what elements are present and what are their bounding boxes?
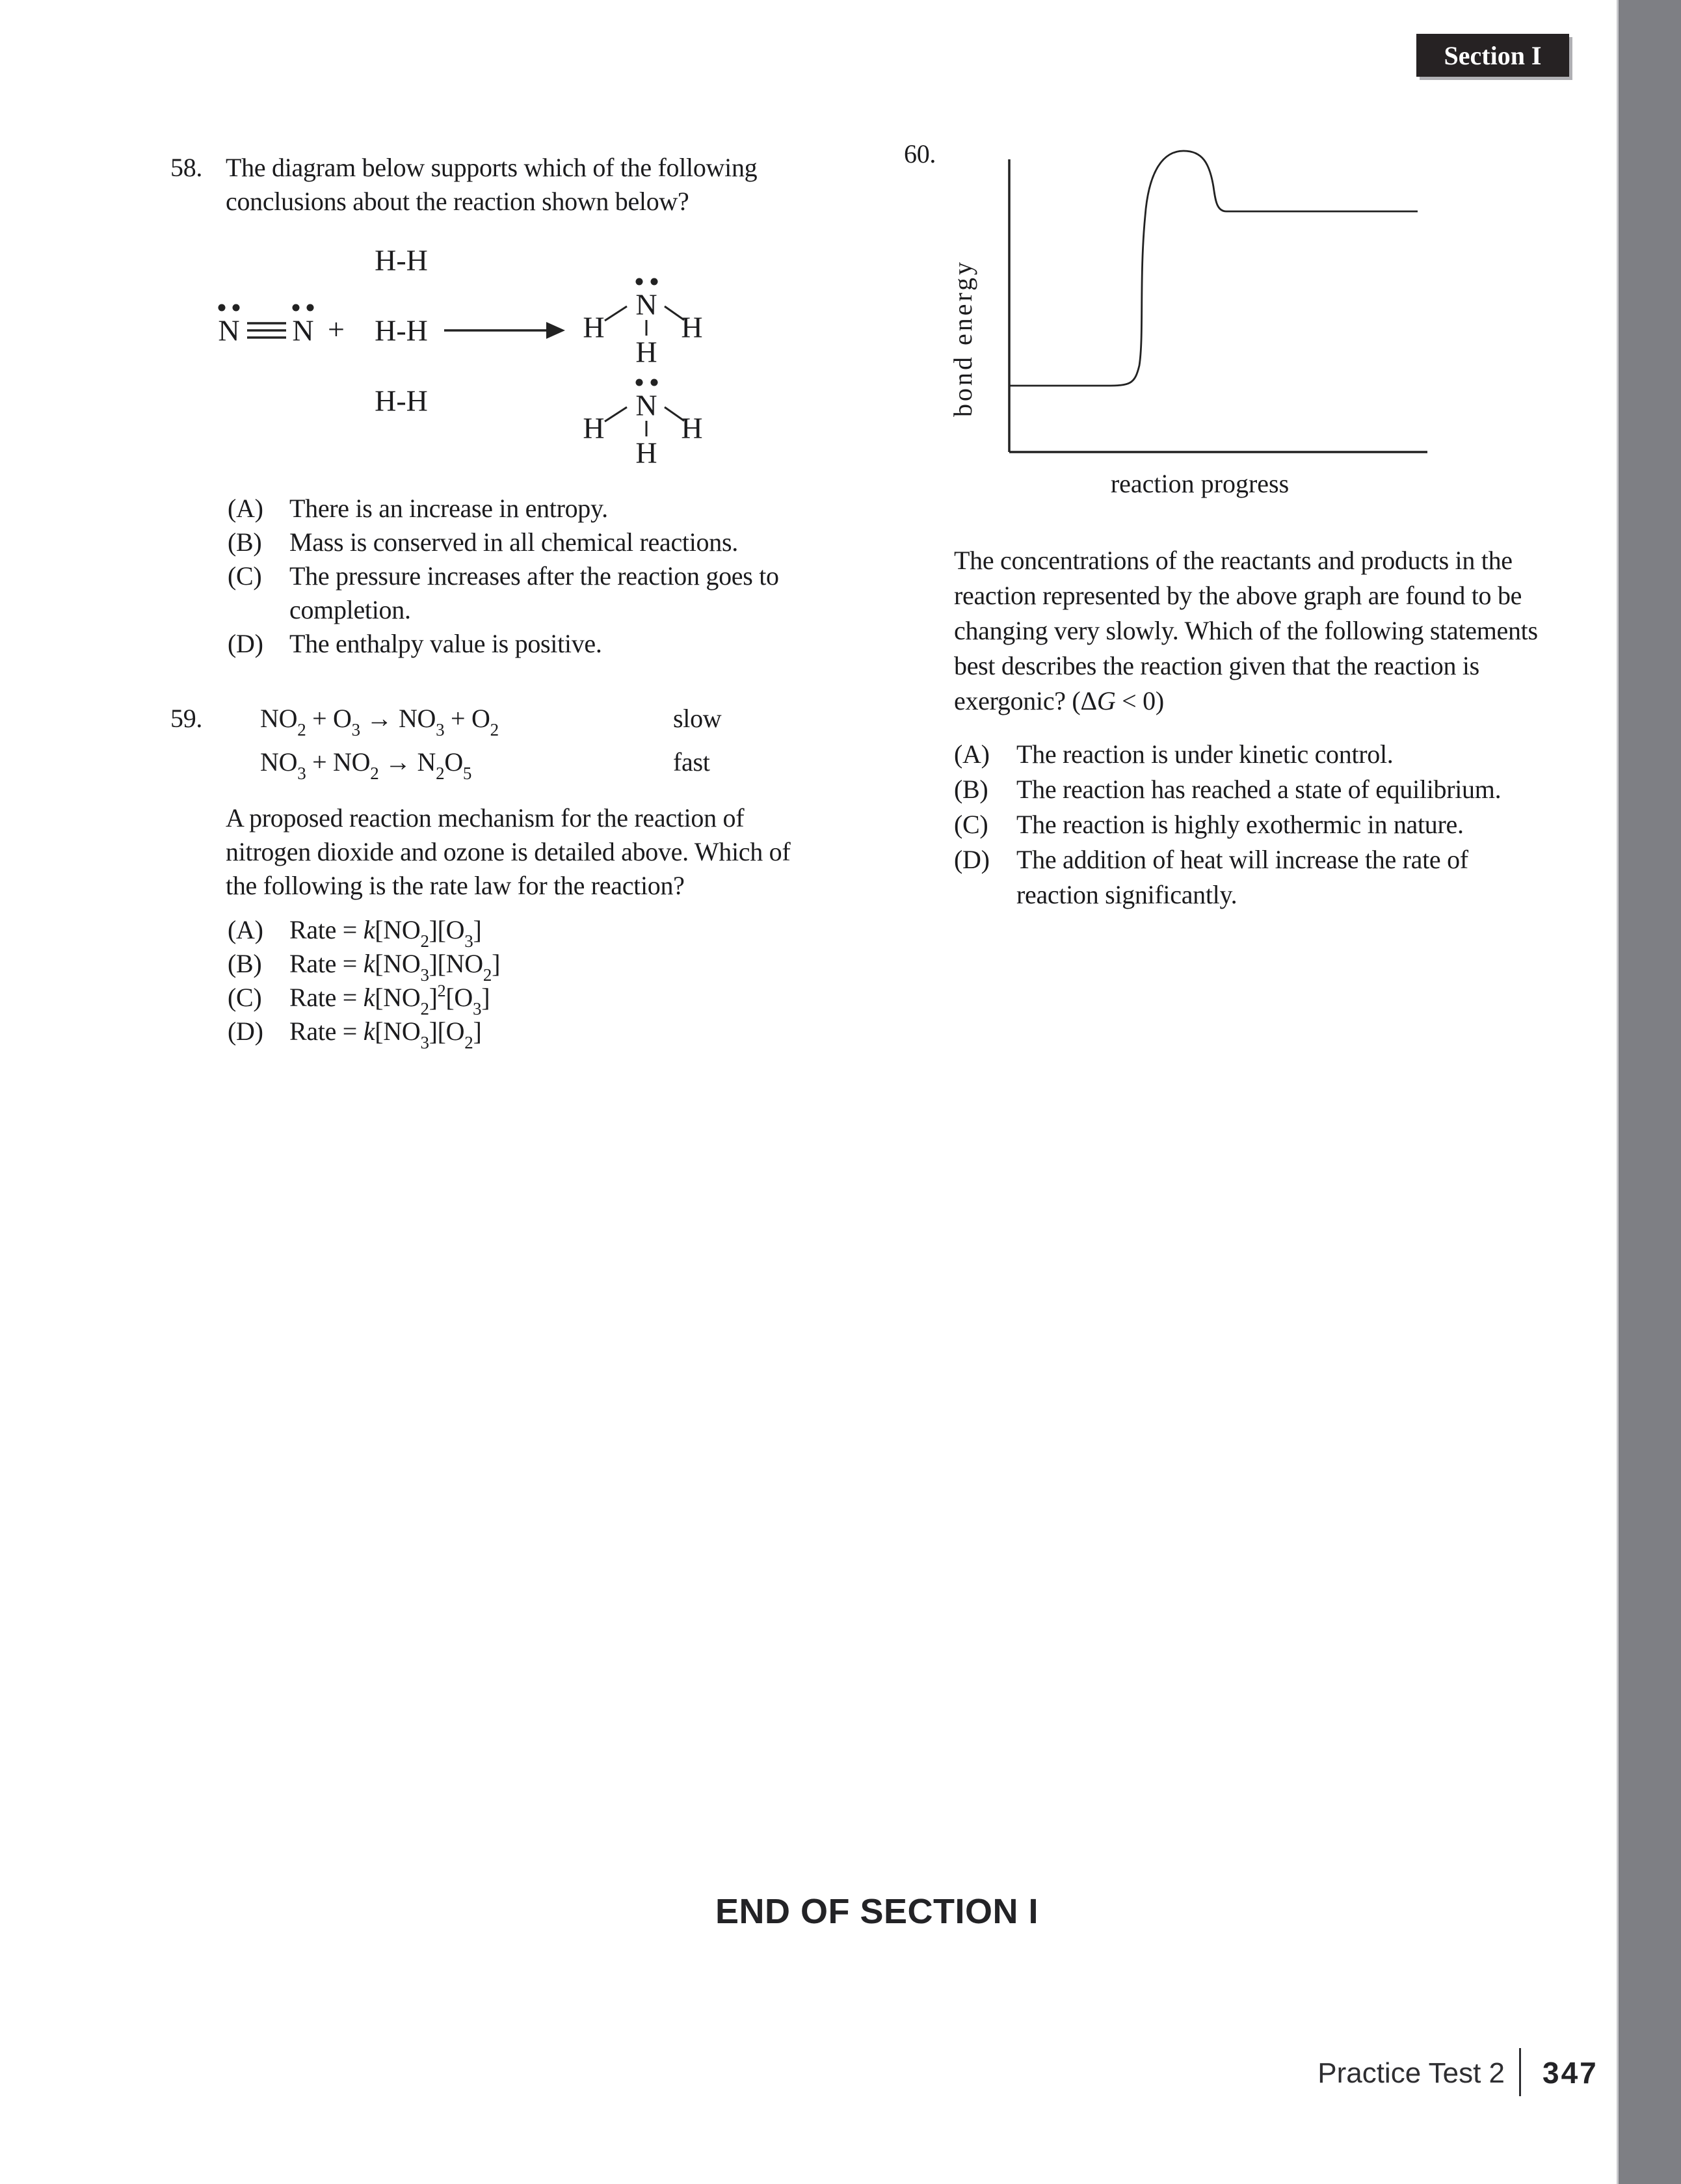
hydrogen-atom: H (681, 411, 703, 445)
h2-molecule: H-H (375, 313, 428, 347)
choice-label: (D) (954, 845, 990, 874)
q60-prompt-line: The concentrations of the reactants and products in the (954, 546, 1513, 575)
q59-rate-tag: slow (673, 704, 722, 733)
plus-sign: + (328, 312, 345, 346)
hydrogen-atom: H (635, 335, 657, 369)
q59-equation-slow: $NO_2 + O_3 \to NO_3 + O_2$ (260, 704, 499, 739)
nitrogen-atom: N (218, 313, 240, 347)
q60-prompt-line: best describes the reaction given that the reaction is (954, 651, 1479, 680)
choice-label: (B) (228, 949, 262, 978)
choice-text: reaction significantly. (1016, 880, 1238, 909)
q59-number: 59. (170, 704, 203, 733)
q59-equation-fast: $NO_3 + NO_2 \to N_2O_5$ (260, 747, 472, 783)
q59-prompt-line: nitrogen dioxide and ozone is detailed above. Which of (226, 837, 791, 866)
choice-label: (A) (954, 739, 990, 769)
q58-prompt-line: The diagram below supports which of the following (226, 153, 758, 182)
hydrogen-atom: H (583, 310, 605, 344)
choice-label: (C) (228, 561, 262, 591)
q60-prompt-line: changing very slowly. Which of the following statements (954, 616, 1538, 645)
q58-prompt-line: conclusions about the reaction shown below? (226, 187, 689, 216)
choice-label: (A) (228, 915, 263, 944)
q58-number: 58. (170, 153, 203, 182)
q60-number: 60. (904, 139, 936, 168)
choice-label: (D) (228, 629, 263, 658)
y-axis-label: bond energy (948, 259, 977, 418)
hydrogen-atom: H (681, 310, 703, 344)
end-of-section-text: END OF SECTION I (715, 1892, 1039, 1931)
choice-text: The reaction has reached a state of equilibrium. (1016, 775, 1502, 804)
page-edge-strip (1617, 0, 1681, 2184)
choice-text: completion. (289, 595, 411, 624)
footer-test-name: Practice Test 2 (1317, 2057, 1505, 2089)
choice-rate-law: Rate = $k[NO_3][NO_2]$ (289, 949, 501, 985)
footer-divider (1519, 2048, 1521, 2096)
nitrogen-atom: N (635, 287, 657, 321)
q59-prompt-line: the following is the rate law for the reaction? (226, 871, 685, 900)
section-badge: Section I (1416, 34, 1569, 77)
choice-label: (D) (228, 1017, 263, 1046)
nitrogen-atom: N (635, 388, 657, 422)
choice-label: (A) (228, 494, 263, 523)
x-axis-label: reaction progress (1110, 469, 1290, 498)
choice-rate-law: Rate = $k[NO_3][O_2]$ (289, 1017, 482, 1052)
q60-prompt-line: exergonic? (ΔG < 0) (954, 686, 1164, 715)
footer-page-number: 347 (1542, 2056, 1598, 2090)
q60-prompt-line: reaction represented by the above graph are found to be (954, 581, 1522, 610)
choice-text: Mass is conserved in all chemical reactions. (289, 527, 738, 557)
q59-prompt-line: A proposed reaction mechanism for the reaction of (226, 803, 745, 832)
choice-text: There is an increase in entropy. (289, 494, 608, 523)
q60-energy-graph (897, 140, 1437, 498)
choice-rate-law: Rate = $k[NO_2][O_3]$ (289, 915, 482, 951)
h2-molecule: H-H (375, 384, 428, 418)
choice-label: (B) (228, 527, 262, 557)
choice-text: The enthalpy value is positive. (289, 629, 602, 658)
h2-molecule: H-H (375, 243, 428, 277)
choice-label: (C) (954, 810, 988, 839)
choice-label: (B) (954, 775, 988, 804)
choice-text: The addition of heat will increase the rate of (1016, 845, 1468, 874)
choice-rate-law: Rate = $k[NO_2]^2[O_3]$ (289, 981, 490, 1019)
hydrogen-atom: H (635, 436, 657, 470)
hydrogen-atom: H (583, 411, 605, 445)
choice-text: The reaction is highly exothermic in nature. (1016, 810, 1464, 839)
choice-text: The reaction is under kinetic control. (1016, 739, 1394, 769)
choice-text: The pressure increases after the reaction goes to (289, 561, 779, 591)
q59-rate-tag: fast (673, 747, 710, 777)
choice-label: (C) (228, 983, 262, 1012)
nitrogen-atom: N (292, 313, 314, 347)
